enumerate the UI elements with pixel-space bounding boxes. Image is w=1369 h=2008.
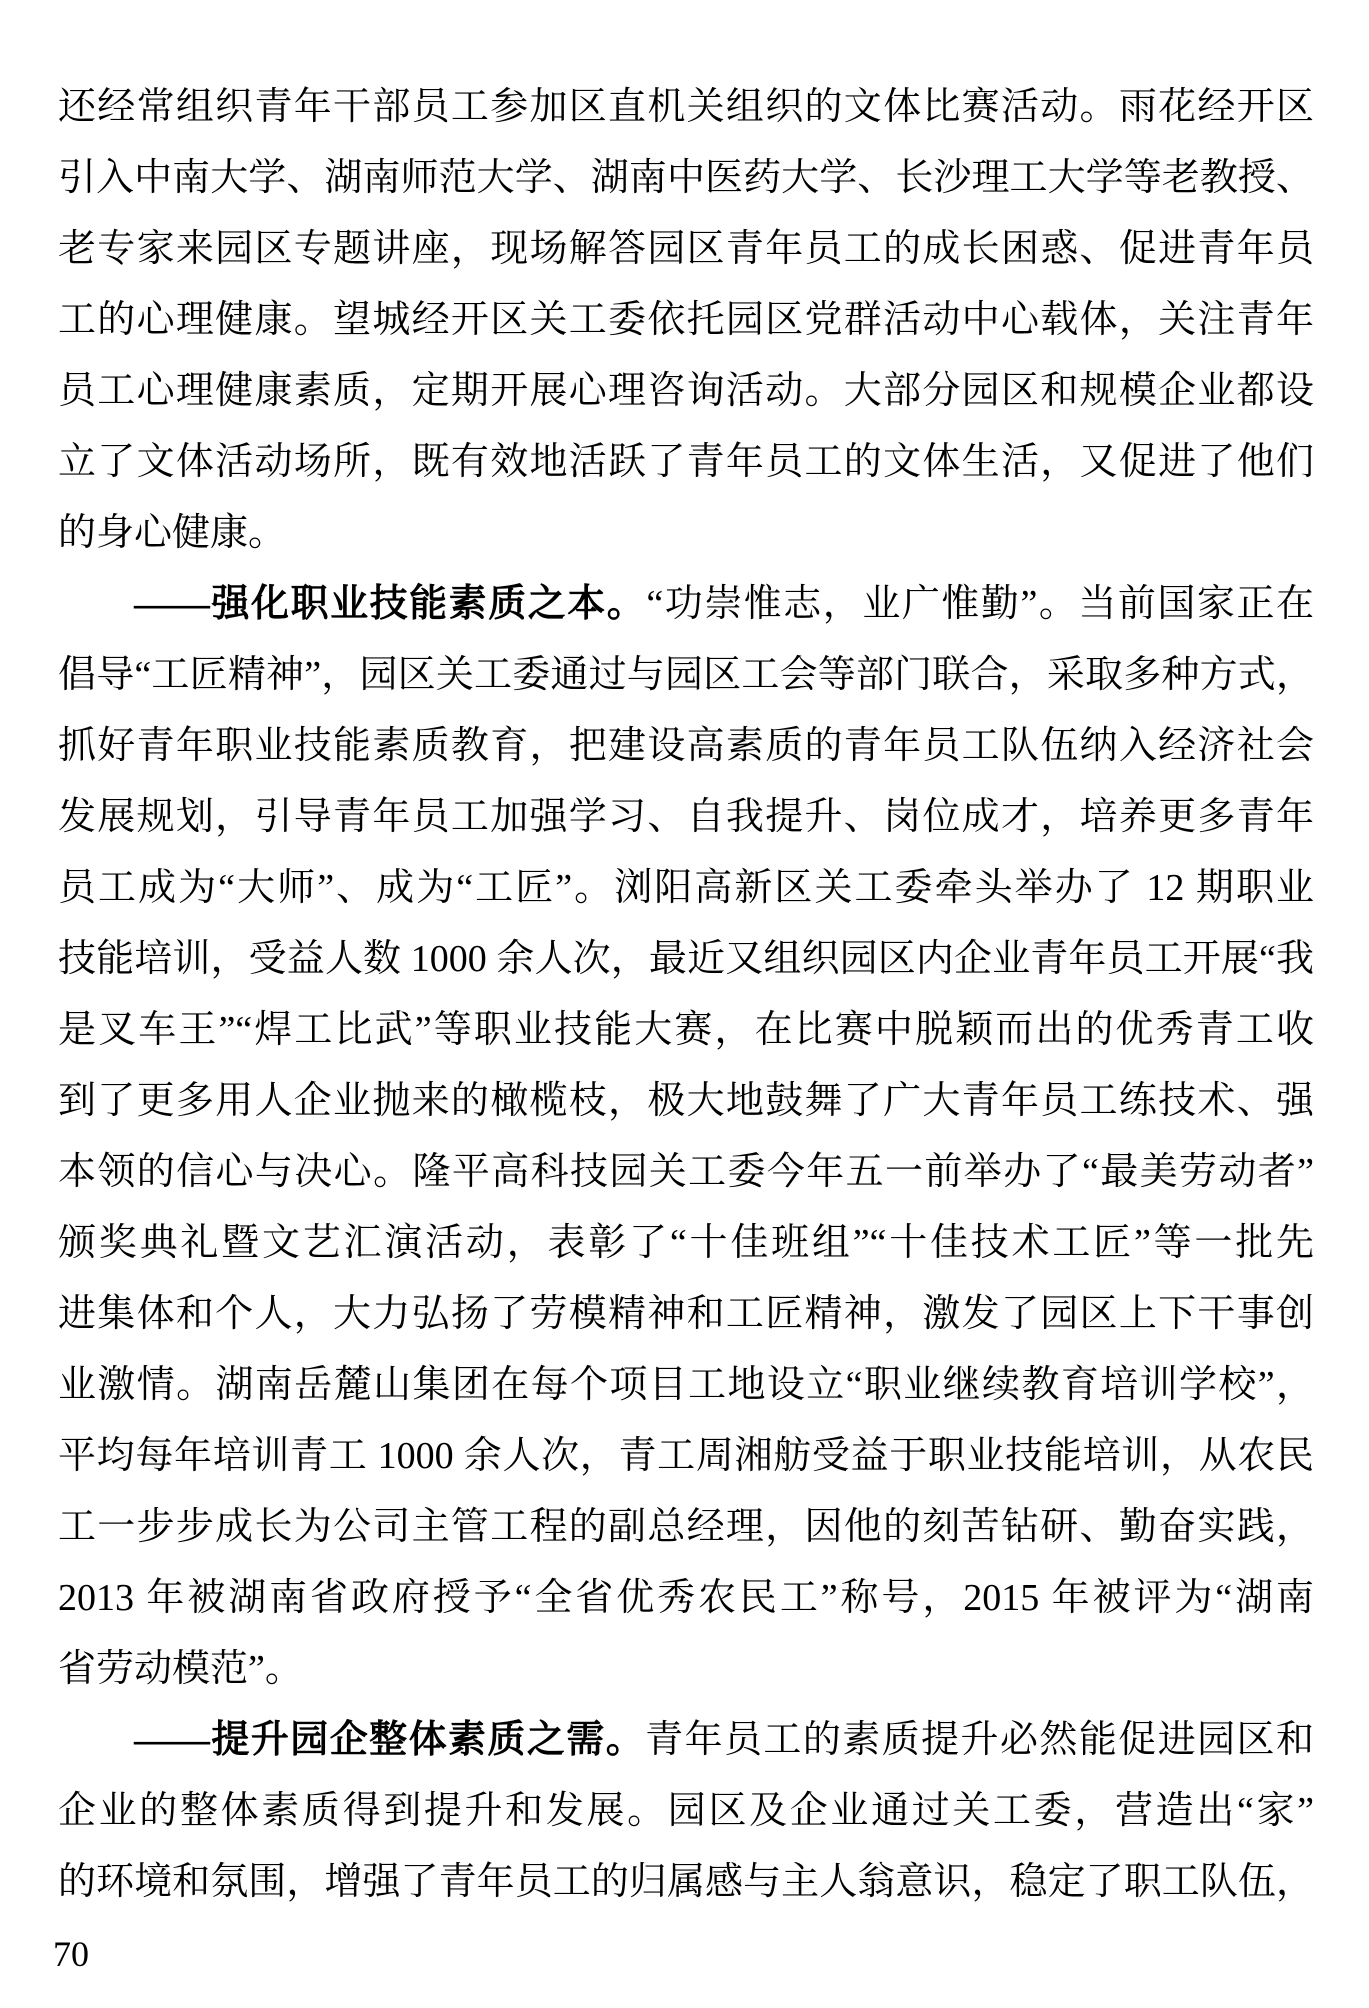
text-line: 2013 年被湖南省政府授予“全省优秀农民工”称号，2015 年被评为“湖南 <box>58 1577 1314 1619</box>
text-line: 还经常组织青年干部员工参加区直机关组织的文体比赛活动。雨花经开区 <box>58 86 1314 128</box>
text-line: 工的心理健康。望城经开区关工委依托园区党群活动中心载体，关注青年 <box>58 299 1314 341</box>
paragraph-heading: ——提升园企整体素质之需。 <box>134 1719 646 1761</box>
text-line: 省劳动模范”。 <box>58 1648 303 1690</box>
text-line: 员工心理健康素质，定期开展心理咨询活动。大部分园区和规模企业都设 <box>58 370 1314 412</box>
text-line: 到了更多用人企业抛来的橄榄枝，极大地鼓舞了广大青年员工练技术、强 <box>58 1080 1314 1122</box>
text-line: 进集体和个人，大力弘扬了劳模精神和工匠精神，激发了园区上下干事创 <box>58 1293 1314 1335</box>
text-line: 工一步步成长为公司主管工程的副总经理，因他的刻苦钻研、勤奋实践， <box>58 1506 1314 1548</box>
text-line: 发展规划，引导青年员工加强学习、自我提升、岗位成才，培养更多青年 <box>58 796 1314 838</box>
page-body <box>58 72 1314 1918</box>
text-line: 颁奖典礼暨文艺汇演活动，表彰了“十佳班组”“十佳技术工匠”等一批先 <box>58 1222 1314 1264</box>
text-line: ——强化职业技能素质之本。“功崇惟志，业广惟勤”。当前国家正在 <box>134 583 1314 625</box>
text-line: 技能培训，受益人数 1000 余人次，最近又组织园区内企业青年员工开展“我 <box>58 938 1314 980</box>
text-line: 是叉车王”“焊工比武”等职业技能大赛，在比赛中脱颖而出的优秀青工收 <box>58 1009 1314 1051</box>
text-line: 平均每年培训青工 1000 余人次，青工周湘舫受益于职业技能培训，从农民 <box>58 1435 1314 1477</box>
text-line: 立了文体活动场所，既有效地活跃了青年员工的文体生活，又促进了他们 <box>58 441 1314 483</box>
text-line: 员工成为“大师”、成为“工匠”。浏阳高新区关工委牵头举办了 12 期职业 <box>58 867 1314 909</box>
page-number: 70 <box>53 1934 89 1974</box>
text-line: 业激情。湖南岳麓山集团在每个项目工地设立“职业继续教育培训学校”， <box>58 1364 1314 1406</box>
text-line: 倡导“工匠精神”，园区关工委通过与园区工会等部门联合，采取多种方式， <box>58 654 1314 696</box>
paragraph-heading: ——强化职业技能素质之本。 <box>134 583 647 625</box>
text-line: 老专家来园区专题讲座，现场解答园区青年员工的成长困惑、促进青年员 <box>58 228 1314 270</box>
text-line: 企业的整体素质得到提升和发展。园区及企业通过关工委，营造出“家” <box>58 1790 1314 1832</box>
text-line: ——提升园企整体素质之需。青年员工的素质提升必然能促进园区和 <box>134 1719 1314 1761</box>
text-line: 的身心健康。 <box>58 512 287 554</box>
text-line: 引入中南大学、湖南师范大学、湖南中医药大学、长沙理工大学等老教授、 <box>58 157 1314 199</box>
text-line: 的环境和氛围，增强了青年员工的归属感与主人翁意识，稳定了职工队伍， <box>58 1861 1314 1903</box>
text-line: 本领的信心与决心。隆平高科技园关工委今年五一前举办了“最美劳动者” <box>58 1151 1314 1193</box>
text-line: 抓好青年职业技能素质教育，把建设高素质的青年员工队伍纳入经济社会 <box>58 725 1314 767</box>
